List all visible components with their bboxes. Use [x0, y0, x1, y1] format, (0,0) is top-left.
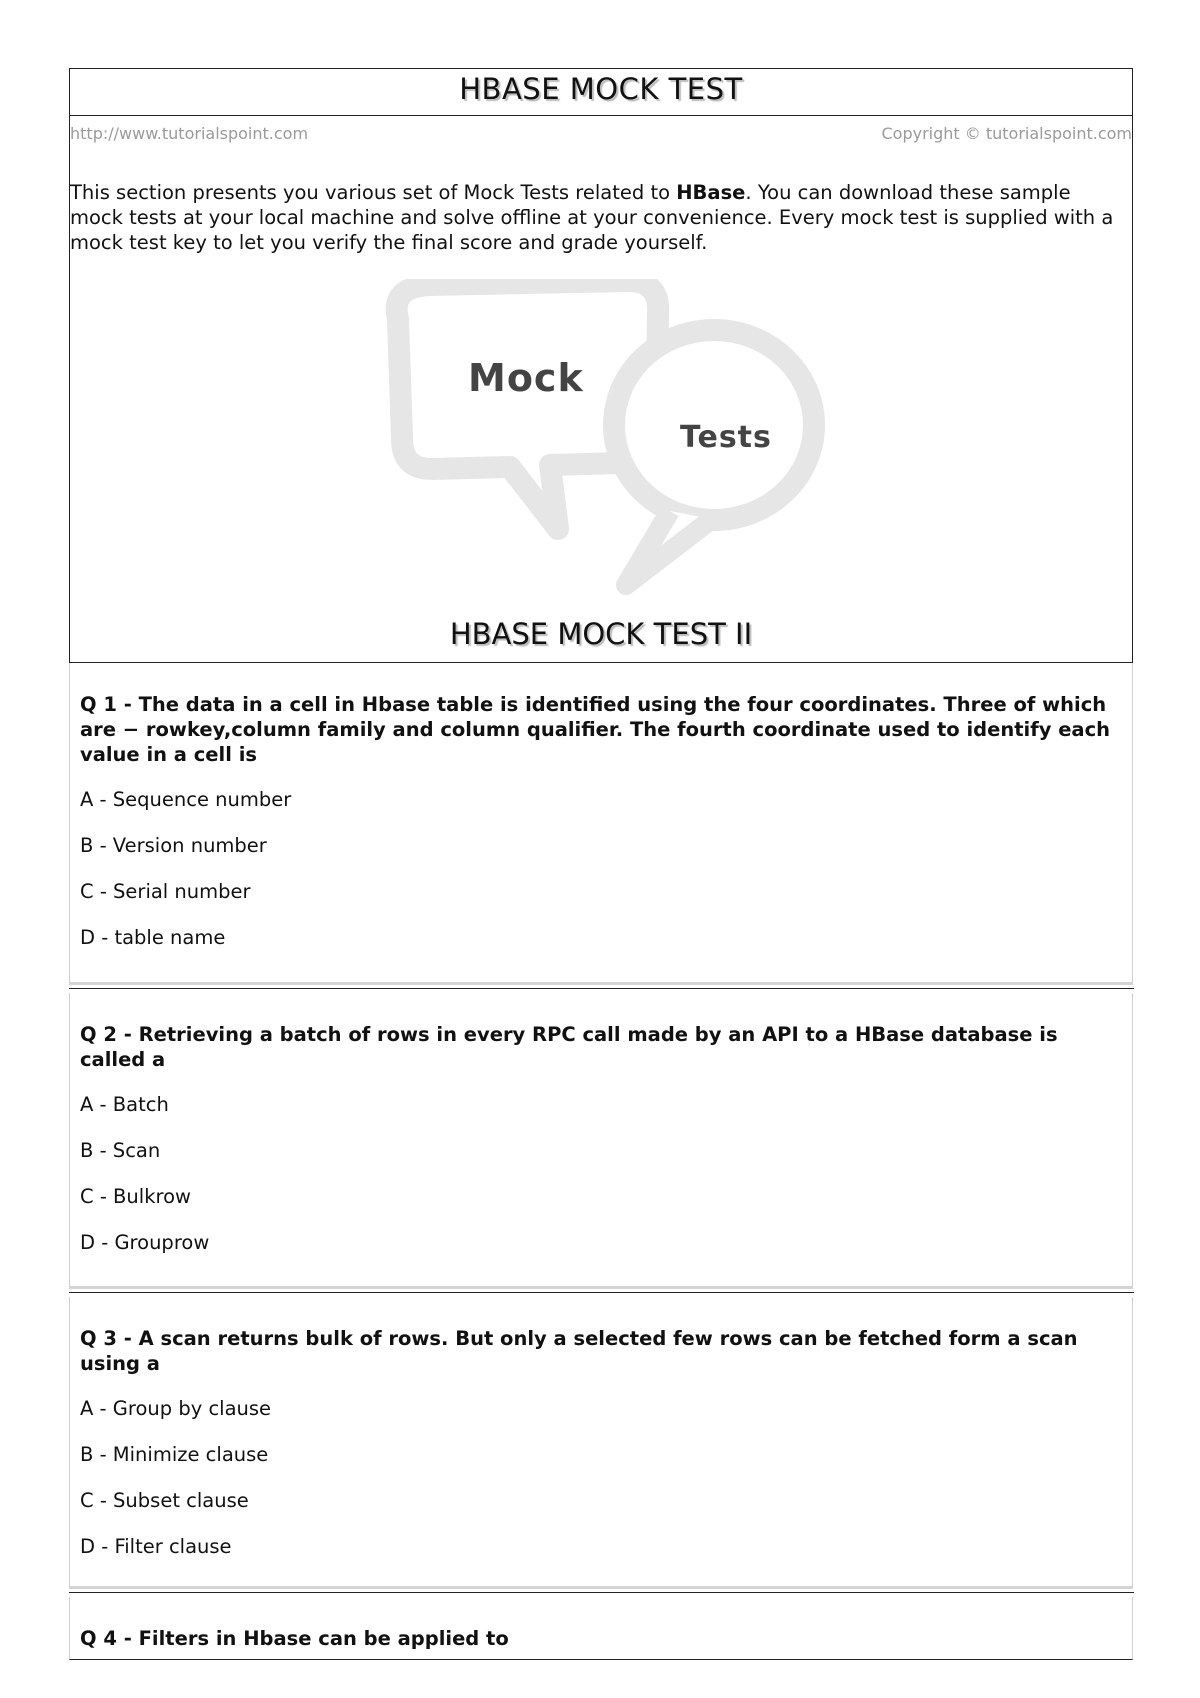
question-block-1 [69, 663, 1133, 985]
document-page [69, 68, 1133, 1660]
intro-bold-term: HBase [676, 181, 746, 204]
question-block-2 [69, 993, 1133, 1289]
intro-paragraph [70, 180, 1132, 255]
question-text: Q 4 - Filters in Hbase can be applied to [80, 1627, 509, 1650]
test-subtitle: HBASE MOCK TEST II [449, 617, 753, 651]
answer-option-d: D - Filter clause [80, 1535, 232, 1558]
mock-tests-logo [370, 279, 910, 624]
answer-option-b: B - Scan [80, 1139, 161, 1162]
intro-text-start: This section presents you various set of Mock Tests related to [70, 181, 677, 204]
answer-option-a: A - Batch [80, 1093, 169, 1116]
question-text: Q 3 - A scan returns bulk of rows. But only a selected few rows can be fetched form a scan using a [80, 1327, 1078, 1375]
logo-word-tests: Tests [680, 420, 772, 455]
answer-option-d: D - Grouprow [80, 1231, 210, 1254]
logo-word-mock: Mock [468, 356, 584, 400]
answer-option-b: B - Version number [80, 834, 267, 857]
question-text: Q 2 - Retrieving a batch of rows in every RPC call made by an API to a HBase database is called a [80, 1023, 1058, 1071]
answer-option-a: A - Group by clause [80, 1397, 272, 1420]
meta-row [70, 116, 1132, 150]
question-block-3 [69, 1297, 1133, 1589]
question-block-4 [69, 1597, 1133, 1660]
speech-bubbles-icon [370, 279, 910, 624]
intro-text-end: . You can download these sample mock tests at your local machine and solve offline at your convenience. Every mock test is supplied with a mock test key to let you verify the final score and grade yourself. [70, 181, 1114, 254]
answer-option-c: C - Subset clause [80, 1489, 249, 1512]
answer-option-c: C - Bulkrow [80, 1185, 191, 1208]
copyright-notice: Copyright © tutorialspoint.com [881, 124, 1132, 143]
answer-option-c: C - Serial number [80, 880, 251, 903]
answer-option-d: D - table name [80, 926, 226, 949]
answer-option-b: B - Minimize clause [80, 1443, 269, 1466]
question-text: Q 1 - The data in a cell in Hbase table is identified using the four coordinates. Three of which are − rowkey,column family and column qualifier. The fourth coordinate used to identify each value in a cell is [80, 693, 1111, 766]
answer-option-a: A - Sequence number [80, 788, 292, 811]
site-url[interactable]: http://www.tutorialspoint.com [70, 124, 309, 143]
test-header-box [69, 68, 1133, 663]
page-title: HBASE MOCK TEST [70, 69, 1132, 116]
